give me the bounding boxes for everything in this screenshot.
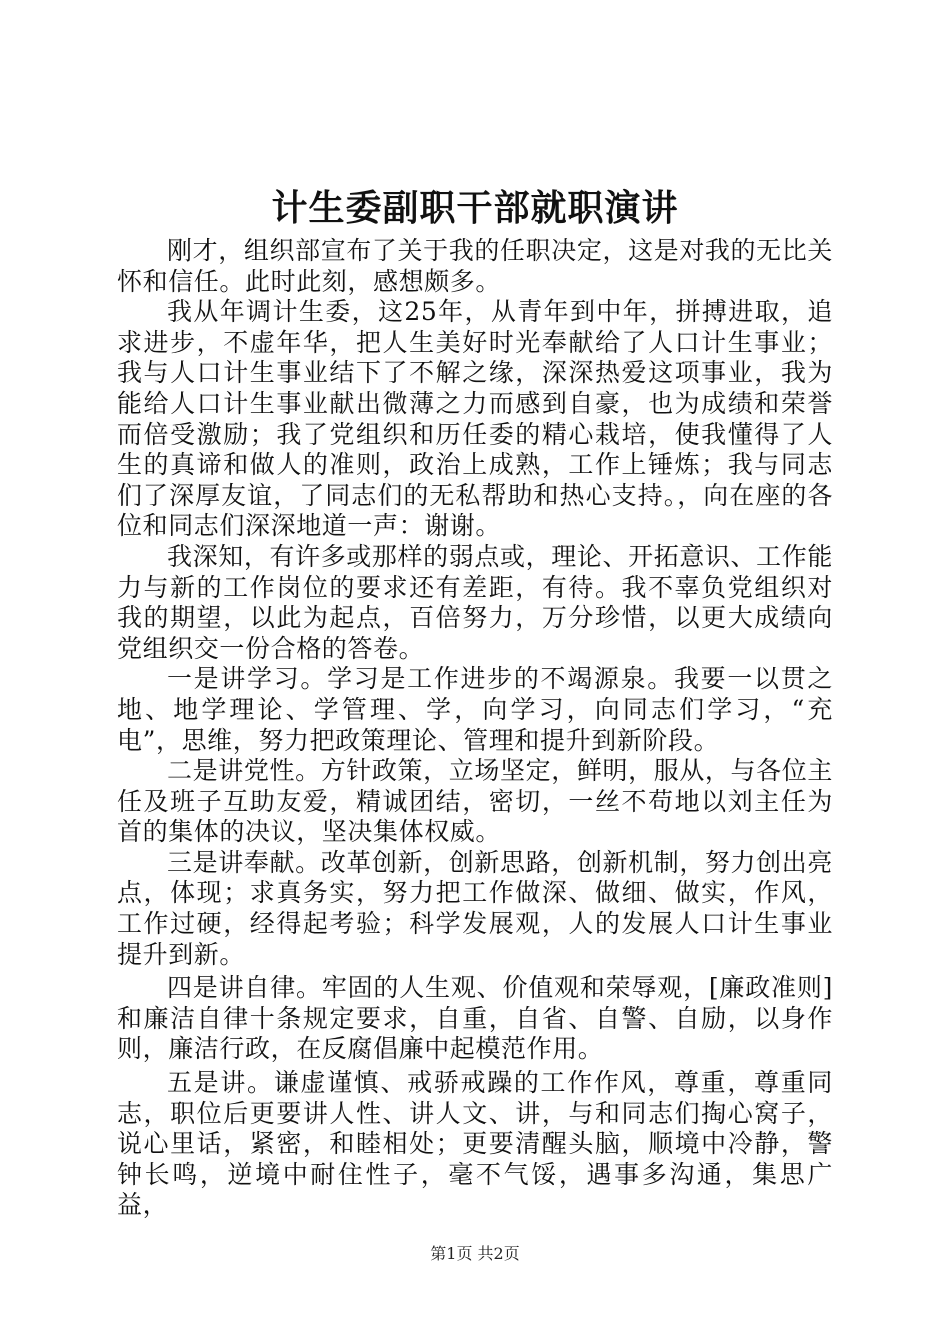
document-title: 计生委副职干部就职演讲 [271,187,679,229]
paragraph-dedication: 三是讲奉献。改革创新，创新思路，创新机制，努力创出亮点，体现；求真务实，努力把工作做深、做细、做实，作风，工作过硬，经得起考验；科学发展观，人的发展人口计生事业提升到新。 [117,847,833,969]
paragraph-conduct: 五是讲。谦虚谨慎、戒骄戒躁的工作作风，尊重，尊重同志，职位后更要讲人性、讲人文、讲，与和同志们掏心窝子，说心里话，紧密，和睦相处；更要清醒头脑，顺境中冷静，警钟长鸣，逆境中耐住性子，毫不气馁，遇事多沟通，集思广益， [117,1068,833,1220]
paragraph-opening: 刚才，组织部宣布了关于我的任职决定，这是对我的无比关怀和信任。此时此刻，感想颇多。 [117,236,833,296]
paragraph-self-discipline: 四是讲自律。牢固的人生观、价值观和荣辱观，[廉政准则]和廉洁自律十条规定要求，自重，自省、自警、自励，以身作则，廉洁行政，在反腐倡廉中起模范作用。 [117,973,833,1064]
page-indicator: 第1页 共2页 [430,1244,520,1263]
paragraph-study: 一是讲学习。学习是工作进步的不竭源泉。我要一以贯之地、地学理论、学管理、学，向学习，向同志们学习，“充电”，思维，努力把政策理论、管理和提升到新阶段。 [117,664,833,755]
paragraph-party-spirit: 二是讲党性。方针政策，立场坚定，鲜明，服从，与各位主任及班子互助友爱，精诚团结，密切，一丝不苟地以刘主任为首的集体的决议，坚决集体权威。 [117,756,833,847]
document-body [117,236,833,1221]
paragraph-career: 我从年调计生委，这25年，从青年到中年，拼搏进取，追求进步，不虚年华，把人生美好时光奉献给了人口计生事业；我与人口计生事业结下了不解之缘，深深热爱这项事业，我为能给人口计生事业献出微薄之力而感到自豪，也为成绩和荣誉而倍受激励；我了党组织和历任委的精心栽培，使我懂得了人生的真谛和做人的准则，政治上成熟，工作上锤炼；我与同志们了深厚友谊，了同志们的无私帮助和热心支持。，向在座的各位和同志们深深地道一声：谢谢。 [117,297,833,541]
paragraph-commitment: 我深知，有许多或那样的弱点或，理论、开拓意识、工作能力与新的工作岗位的要求还有差距，有待。我不辜负党组织对我的期望，以此为起点，百倍努力，万分珍惜，以更大成绩向党组织交一份合格的答卷。 [117,541,833,663]
